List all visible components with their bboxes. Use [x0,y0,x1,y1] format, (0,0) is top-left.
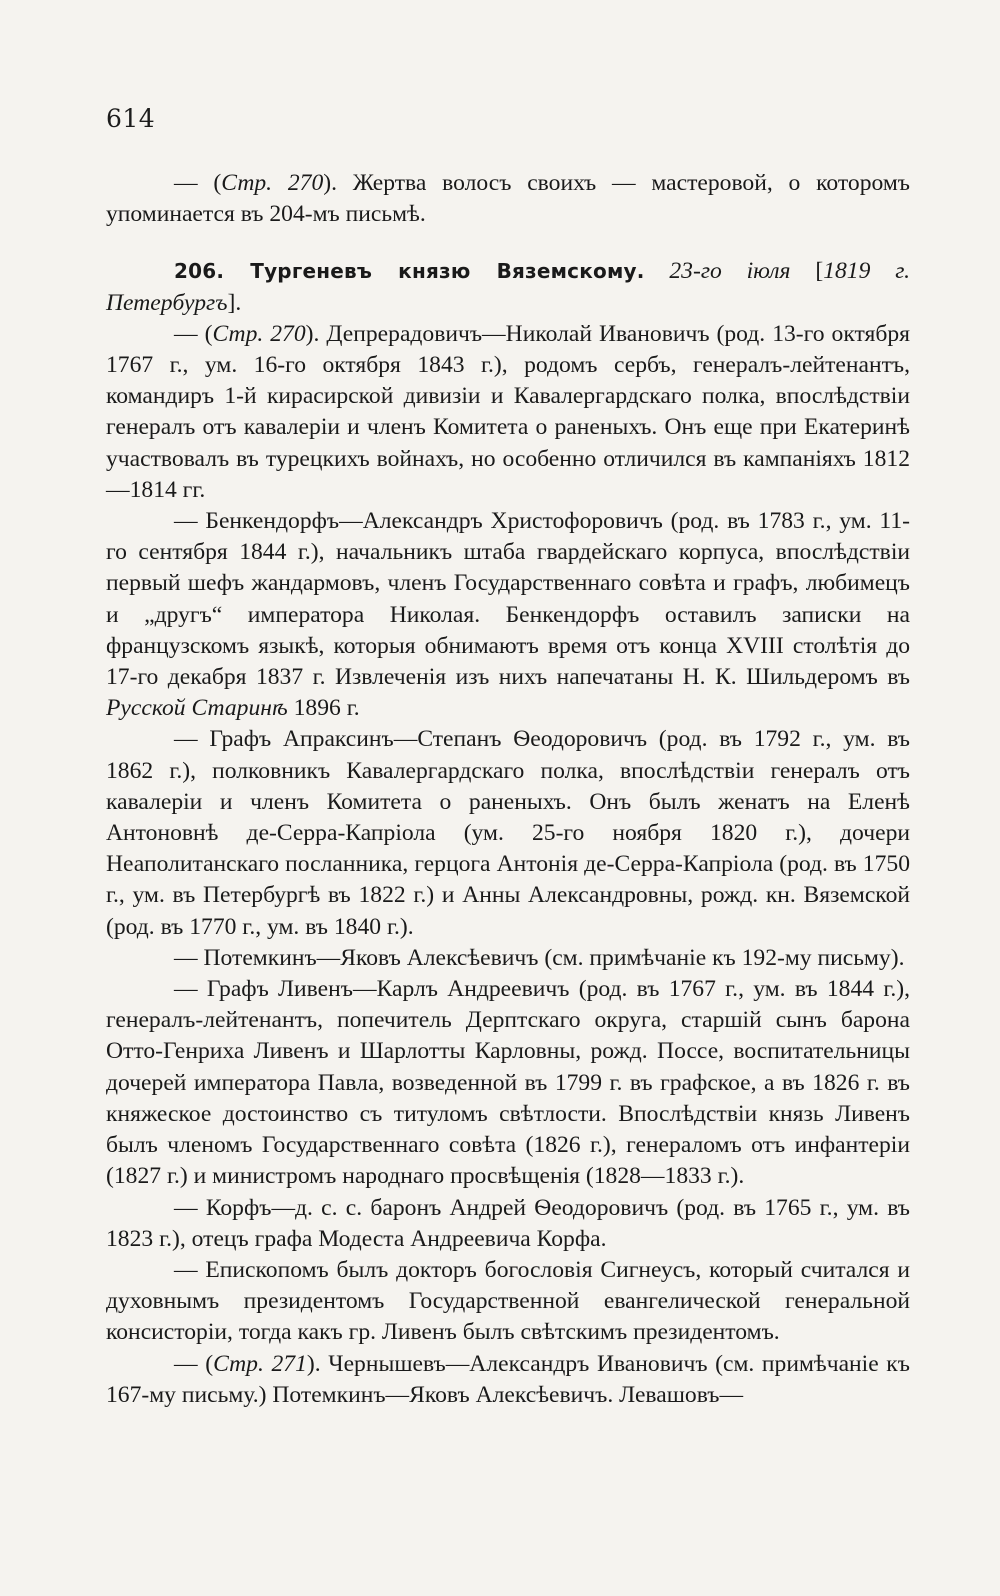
text-run: — Корфъ—д. с. с. баронъ Андрей Ѳеодоровичъ (род. въ 1765 г., ум. въ 1823 г.), отецъ графа Модеста Андреевича Корфа. [106,1194,910,1252]
note-paragraph [106,1193,910,1255]
note-paragraph [106,1255,910,1349]
text-run: ]. [227,289,242,316]
text-run: [ [790,258,824,285]
page-number: 614 [106,104,156,133]
note-paragraph [106,319,910,506]
italic-text: Русской Старинѣ [106,695,288,722]
text-run: ). Депрерадовичъ—Николай Ивановичъ (род. 13-го октября 1767 г., ум. 16-го октября 1843 г.), родомъ сербъ, генералъ-лейтенантъ, командиръ 1-й кирасирской дивизіи и Кавалергардскаго полка, впослѣдствіи генералъ отъ кавалеріи и членъ Комитета о раненыхъ. Онъ еще при Екатеринѣ участвовалъ въ турецкихъ войнахъ, но особенно отличился въ кампаніяхъ 1812—1814 гг. [106,320,910,503]
text-run: ). Жертва волосъ своихъ — мастеровой, о которомъ упоминается въ 204-мъ письмѣ. [106,170,910,228]
page-text [106,168,910,1411]
italic-text: Стр. 270 [212,320,306,347]
text-run: — Графъ Ливенъ—Карлъ Андреевичъ (род. въ 1767 г., ум. въ 1844 г.), генералъ-лейтенантъ, попечитель Дерптскаго округа, старшій сынъ барона Отто-Генриха Ливенъ и Шарлотты Карловны, рожд. Поссе, воспитательницы дочерей императора Павла, возведенной въ 1799 г. въ графское, а въ 1826 г. въ княжеское достоинство съ титуломъ свѣтлости. Впослѣдствіи князь Ливенъ былъ членомъ Государственнаго совѣта (1826 г.), генераломъ отъ инфантеріи (1827 г.) и министромъ народнаго просвѣщенія (1828—1833 г.). [106,976,910,1190]
italic-text: Стр. 270 [221,170,324,196]
italic-text: Стр. 271 [213,1350,307,1377]
text-run: — Епископомъ былъ докторъ богословія Сигнеусъ, который считался и духовнымъ президентомъ Государственной евангелической генеральной консисторіи, тогда какъ гр. Ливенъ былъ свѣтскимъ президентомъ. [106,1256,910,1346]
text-run: ). Чернышевъ—Александръ Ивановичъ (см. примѣчаніе къ 167-му письму.) Потемкинъ—Яковъ Алексѣевичъ. Левашовъ— [106,1350,910,1408]
note-paragraph [106,724,910,942]
text-run: — ( [174,320,213,347]
note-paragraph [106,974,910,1192]
note-paragraph [106,1349,910,1411]
italic-text: 23-го іюля [669,258,791,285]
text-run: — Потемкинъ—Яковъ Алексѣевичъ (см. примѣчаніе къ 192-му письму). [174,944,905,971]
italic-text: 1819 г. Петербургъ [106,258,910,316]
letter-heading [106,256,910,318]
note-paragraph [106,506,910,724]
text-run [645,258,670,284]
note-paragraph [106,168,910,230]
letter-title: 206. Тургеневъ князю Вяземскому. [174,259,645,284]
text-run: — Графъ Апраксинъ—Степанъ Ѳеодоровичъ (род. въ 1792 г., ум. въ 1862 г.), полковникъ Кавалергардскаго полка, впослѣдствіи генералъ отъ кавалеріи и членъ Комитета о раненыхъ. Онъ былъ женатъ на Еленѣ Антоновнѣ де-Серра-Капріола (ум. 25-го ноября 1820 г.), дочери Неаполитанскаго посланника, герцога Антонія де-Серра-Капріола (род. въ 1750 г., ум. въ Петербургѣ въ 1822 г.) и Анны Александровны, рожд. кн. Вяземской (род. въ 1770 г., ум. въ 1840 г.). [106,726,910,940]
text-run: — ( [174,1350,214,1377]
note-paragraph [106,943,910,974]
text-run: — ( [174,170,222,196]
text-run: 1896 г. [287,695,360,722]
text-run: — Бенкендорфъ—Александръ Христофоровичъ (род. въ 1783 г., ум. 11-го сентября 1844 г.), начальникъ штаба гвардейскаго корпуса, впослѣдствіи первый шефъ жандармовъ, членъ Государственнаго совѣта и графъ, любимецъ и „другъ“ императора Николая. Бенкендорфъ оставилъ записки на французскомъ языкѣ, которыя обнимаютъ время отъ конца XVIII столѣтія до 17-го декабря 1837 г. Извлеченія изъ нихъ напечатаны Н. К. Шильдеромъ въ [106,508,910,691]
